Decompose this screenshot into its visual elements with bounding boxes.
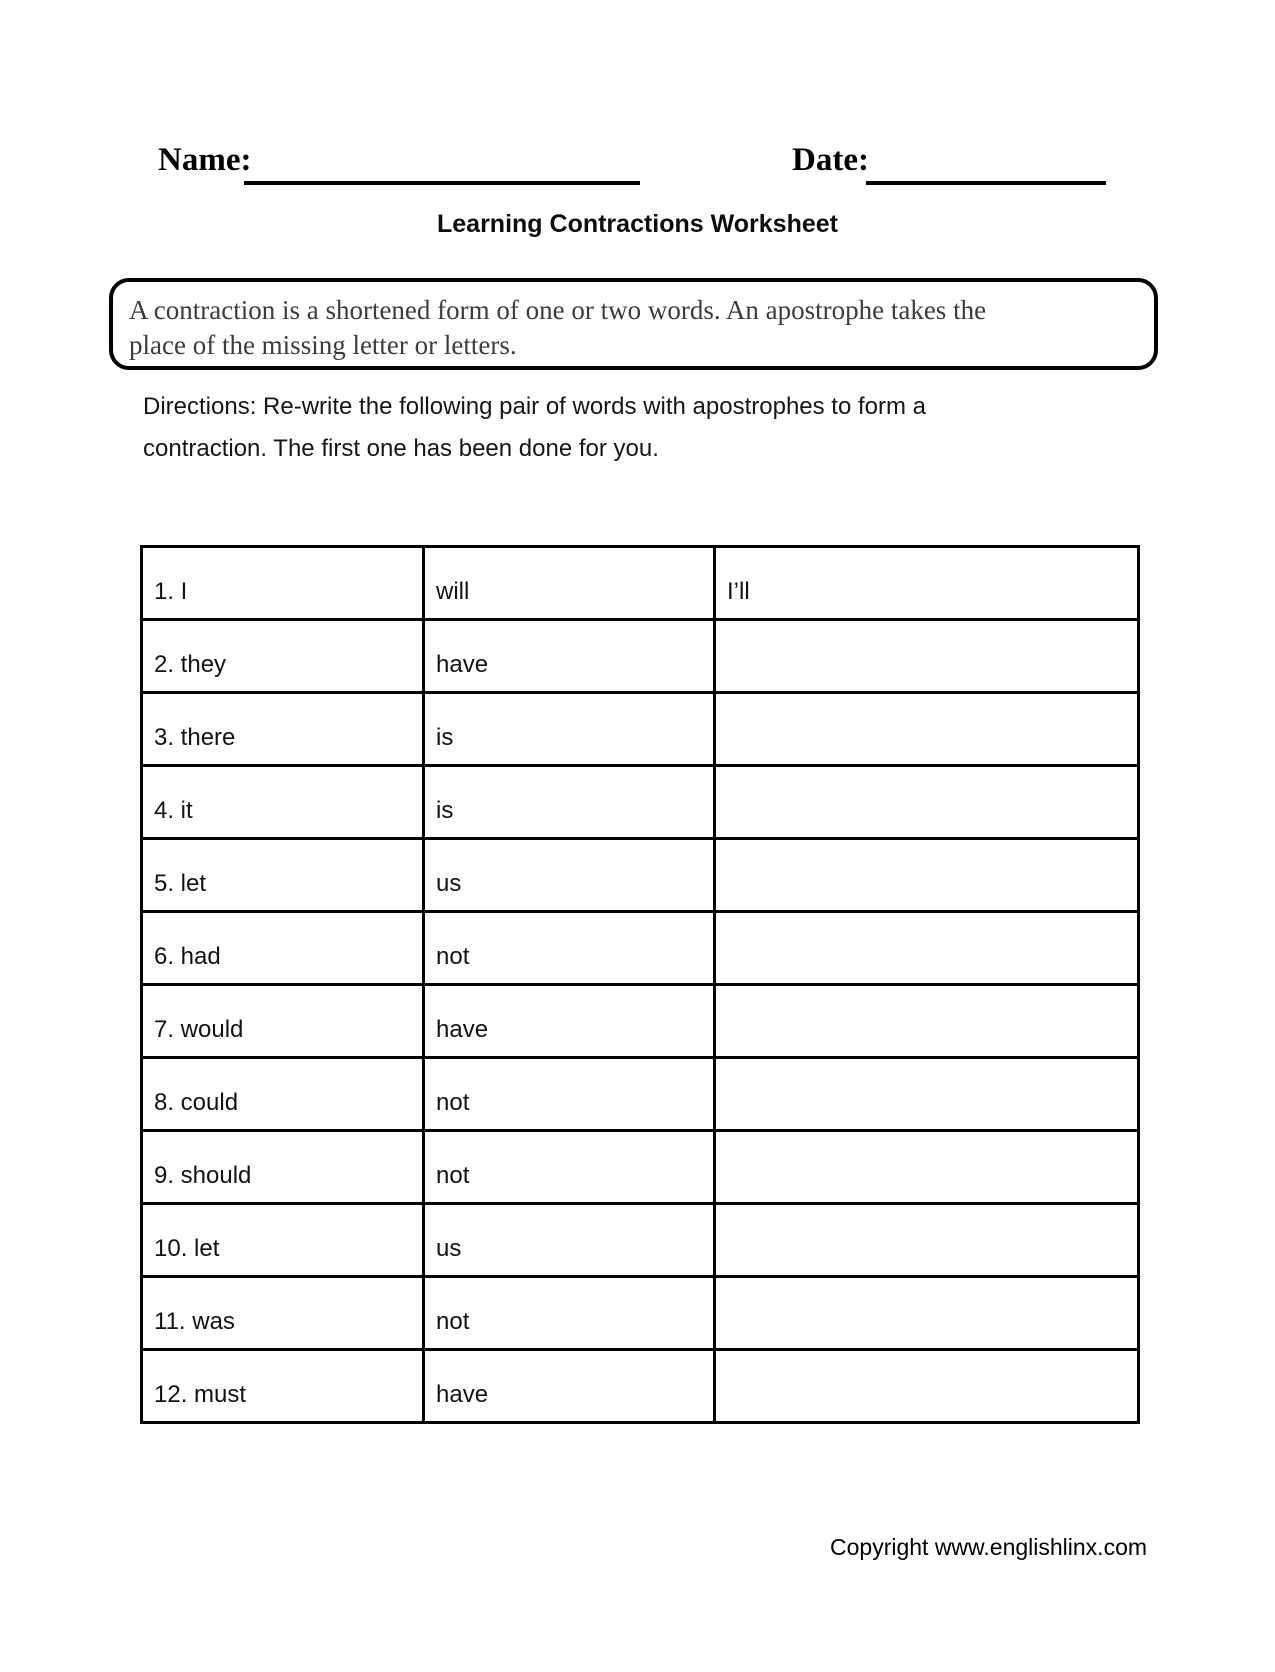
cell-contraction-answer bbox=[715, 912, 1139, 985]
cell-word-first: 10. let bbox=[142, 1204, 424, 1277]
cell-contraction-answer bbox=[715, 1350, 1139, 1423]
copyright-text: Copyright www.englishlinx.com bbox=[830, 1534, 1148, 1560]
table-row bbox=[142, 620, 1139, 693]
definition-text-line-1: A contraction is a shortened form of one or two words. An apostrophe takes the bbox=[129, 295, 987, 325]
definition-box bbox=[109, 278, 1158, 370]
cell-contraction-answer bbox=[715, 985, 1139, 1058]
date-blank-line bbox=[866, 146, 1106, 185]
table-row bbox=[142, 1058, 1139, 1131]
cell-contraction-answer bbox=[715, 1277, 1139, 1350]
cell-word-first: 6. had bbox=[142, 912, 424, 985]
cell-word-second: us bbox=[424, 1204, 715, 1277]
cell-word-first: 12. must bbox=[142, 1350, 424, 1423]
cell-word-first: 7. would bbox=[142, 985, 424, 1058]
cell-word-second: is bbox=[424, 693, 715, 766]
directions-line-2: contraction. The first one has been done for you. bbox=[143, 435, 659, 462]
cell-word-second: have bbox=[424, 620, 715, 693]
cell-word-first: 5. let bbox=[142, 839, 424, 912]
cell-contraction-answer bbox=[715, 1058, 1139, 1131]
contractions-table-body bbox=[142, 547, 1139, 1423]
cell-word-second: have bbox=[424, 1350, 715, 1423]
cell-contraction-answer bbox=[715, 766, 1139, 839]
cell-word-second: not bbox=[424, 1058, 715, 1131]
name-blank-line bbox=[244, 146, 640, 185]
cell-word-first: 1. I bbox=[142, 547, 424, 620]
table-row bbox=[142, 839, 1139, 912]
cell-contraction-answer bbox=[715, 620, 1139, 693]
cell-word-first: 9. should bbox=[142, 1131, 424, 1204]
table-row bbox=[142, 912, 1139, 985]
table-row bbox=[142, 1131, 1139, 1204]
cell-word-second: not bbox=[424, 1277, 715, 1350]
cell-word-first: 2. they bbox=[142, 620, 424, 693]
cell-word-first: 3. there bbox=[142, 693, 424, 766]
cell-contraction-answer bbox=[715, 1204, 1139, 1277]
directions-text bbox=[143, 386, 926, 470]
table-row bbox=[142, 985, 1139, 1058]
directions-line-1: Directions: Re-write the following pair of words with apostrophes to form a bbox=[143, 393, 926, 420]
table-row bbox=[142, 1204, 1139, 1277]
cell-contraction-answer: I’ll bbox=[715, 547, 1139, 620]
cell-contraction-answer bbox=[715, 839, 1139, 912]
cell-contraction-answer bbox=[715, 1131, 1139, 1204]
cell-word-first: 11. was bbox=[142, 1277, 424, 1350]
cell-word-second: have bbox=[424, 985, 715, 1058]
cell-word-second: is bbox=[424, 766, 715, 839]
date-label: Date: bbox=[792, 142, 869, 178]
cell-word-first: 4. it bbox=[142, 766, 424, 839]
contractions-table bbox=[140, 545, 1140, 1424]
definition-text-line-2: place of the missing letter or letters. bbox=[129, 330, 517, 360]
table-row bbox=[142, 1277, 1139, 1350]
name-label: Name: bbox=[158, 142, 252, 178]
worksheet-title: Learning Contractions Worksheet bbox=[437, 210, 838, 238]
table-row bbox=[142, 766, 1139, 839]
cell-contraction-answer bbox=[715, 693, 1139, 766]
table-row bbox=[142, 693, 1139, 766]
cell-word-second: will bbox=[424, 547, 715, 620]
table-row bbox=[142, 1350, 1139, 1423]
cell-word-first: 8. could bbox=[142, 1058, 424, 1131]
table-row bbox=[142, 547, 1139, 620]
cell-word-second: not bbox=[424, 912, 715, 985]
cell-word-second: not bbox=[424, 1131, 715, 1204]
cell-word-second: us bbox=[424, 839, 715, 912]
